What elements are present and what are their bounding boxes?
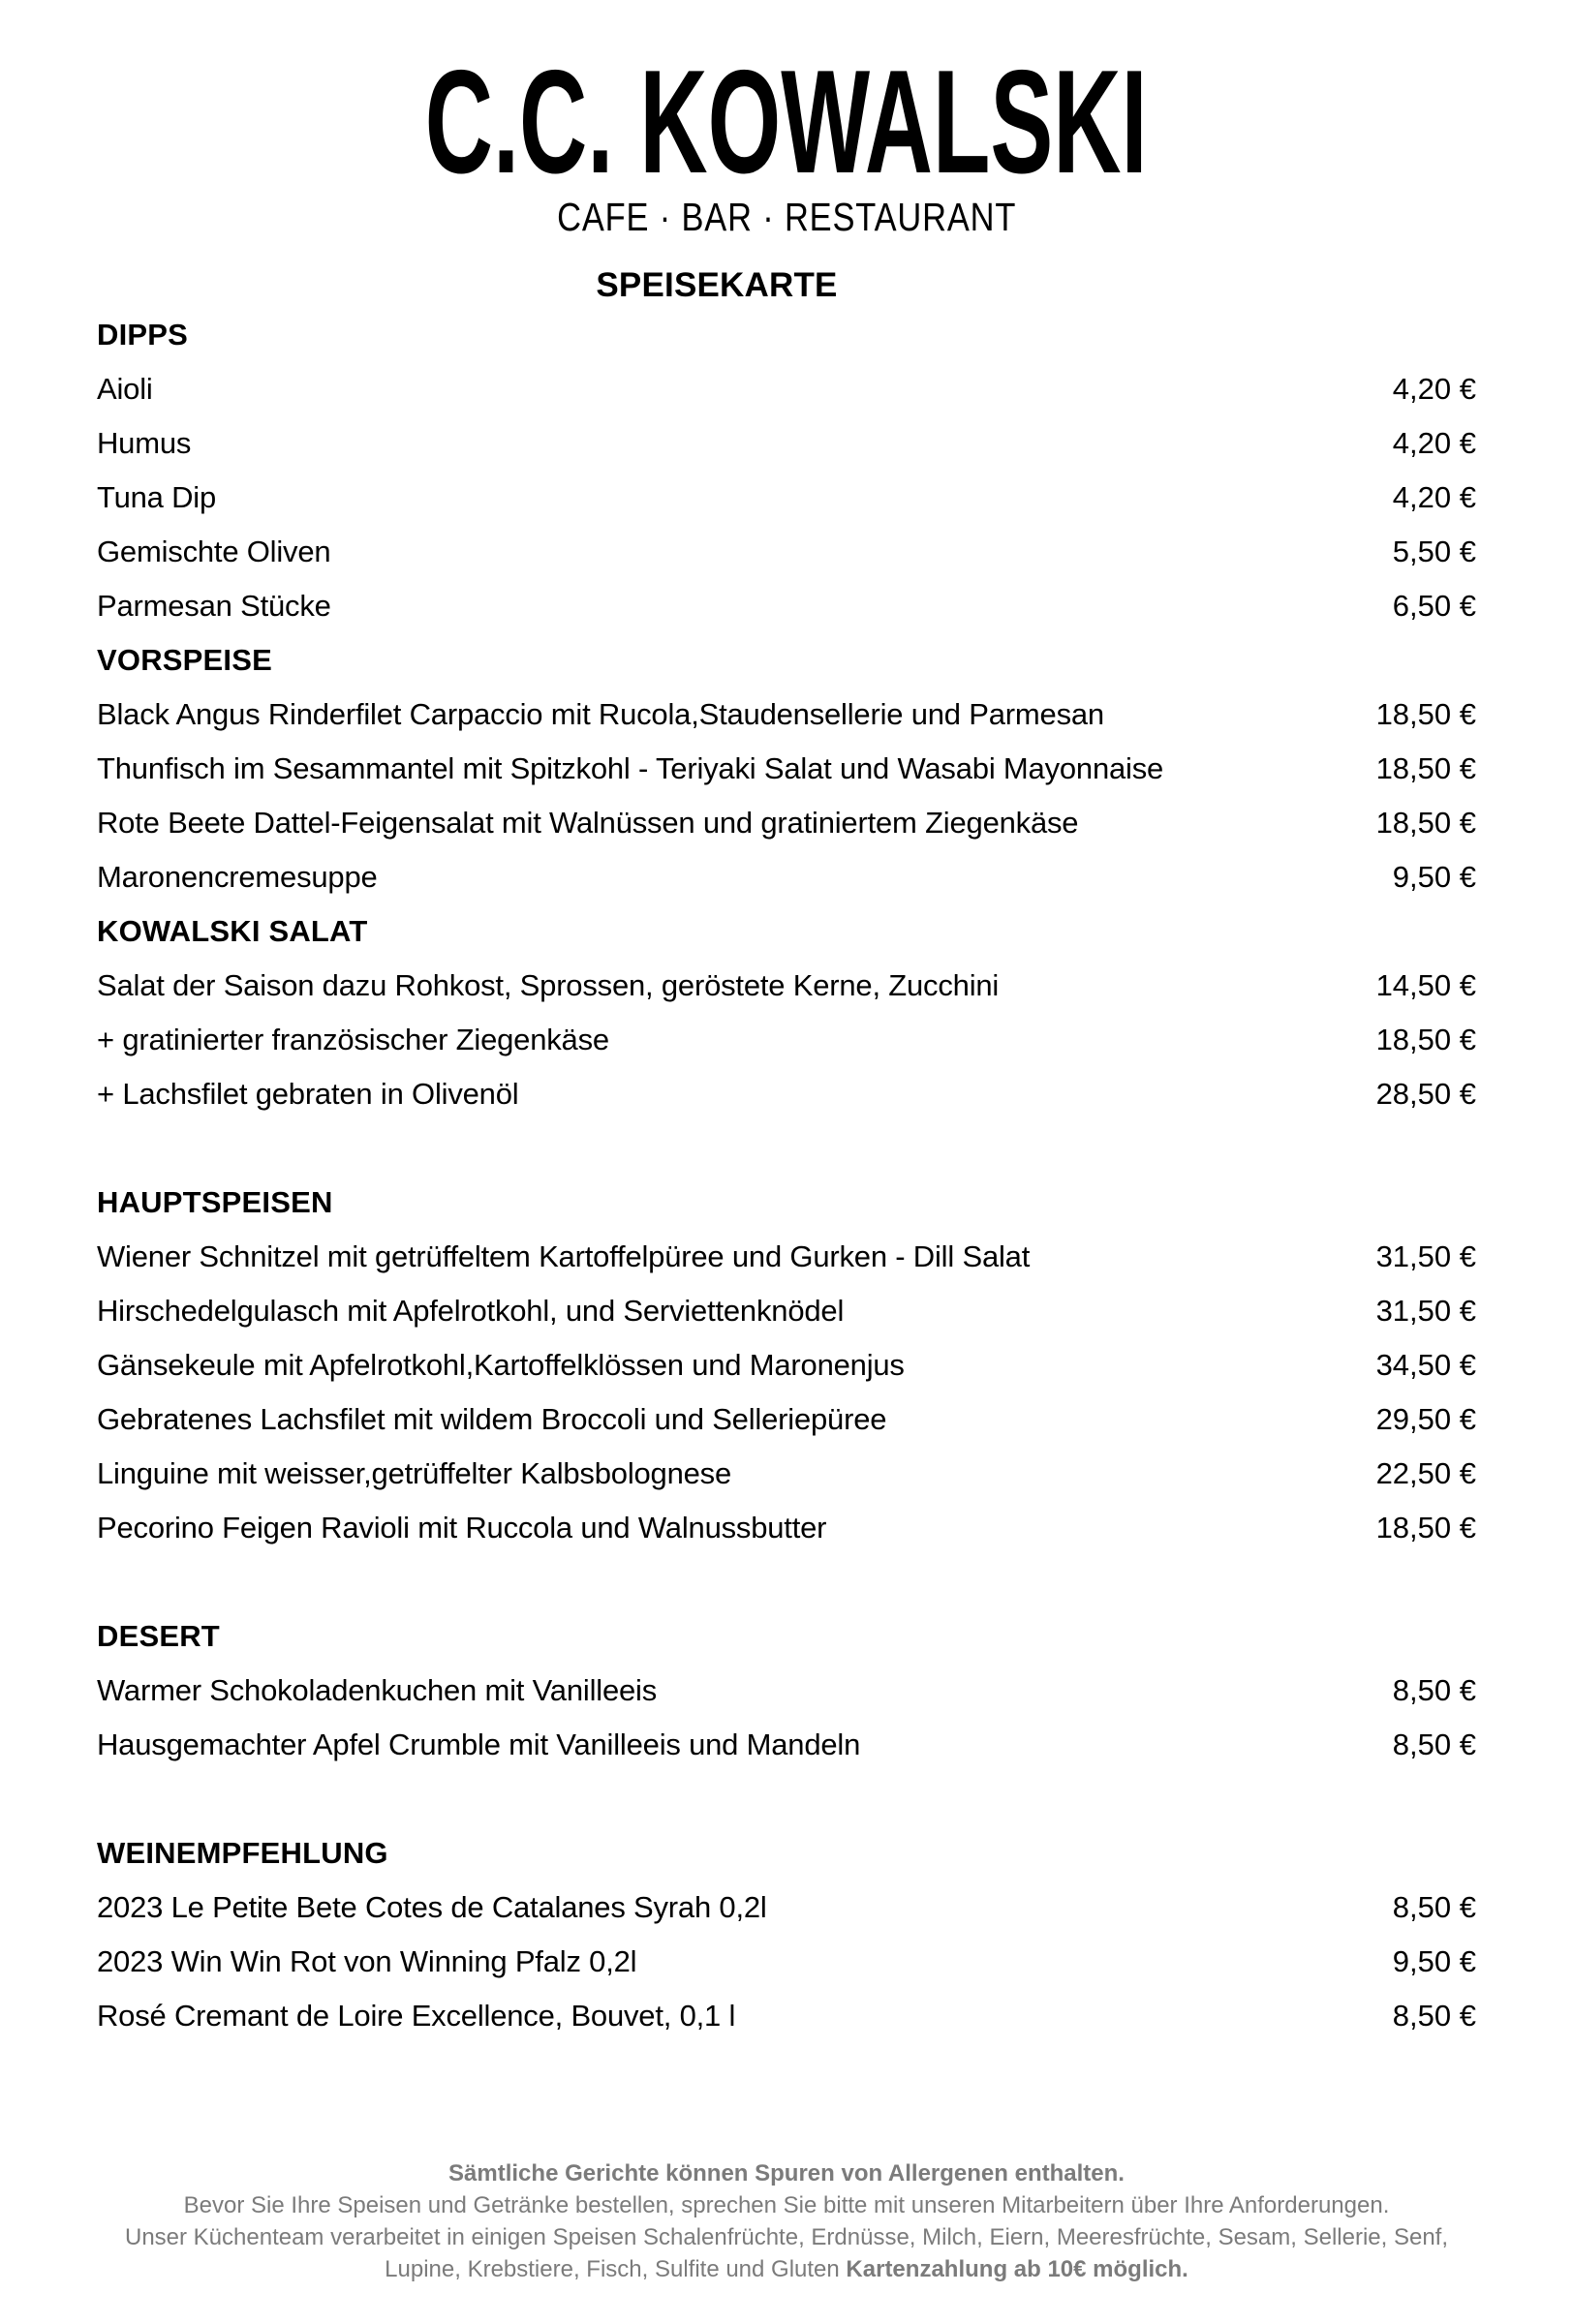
- menu-item-row: [97, 525, 1476, 579]
- menu-item-name: Rosé Cremant de Loire Excellence, Bouvet, 0,1 l: [97, 1999, 736, 2033]
- menu-section: [97, 1176, 1476, 1555]
- menu-item-price: 18,50 €: [1375, 751, 1476, 785]
- allergen-note-line: [0, 2157, 1573, 2189]
- section-title: KOWALSKI SALAT: [97, 914, 368, 948]
- menu-item-name: Gebratenes Lachsfilet mit wildem Broccoli und Selleriepüree: [97, 1402, 887, 1436]
- menu-item-name: Hausgemachter Apfel Crumble mit Vanilleeis und Mandeln: [97, 1728, 861, 1761]
- menu-item-price: 4,20 €: [1392, 426, 1476, 460]
- restaurant-subtitle: CAFE · BAR · RESTAURANT: [556, 195, 1017, 239]
- menu-item-row: [97, 1501, 1476, 1555]
- menu-item-row: [97, 1989, 1476, 2043]
- section-title: HAUPTSPEISEN: [97, 1185, 333, 1219]
- menu-item-name: + gratinierter französischer Ziegenkäse: [97, 1023, 609, 1056]
- menu-item-price: 31,50 €: [1375, 1239, 1476, 1273]
- menu-item-name: Aioli: [97, 372, 153, 406]
- restaurant-subtitle-row: [0, 195, 1573, 239]
- section-title: DESERT: [97, 1619, 220, 1653]
- menu-item-row: [97, 416, 1476, 471]
- restaurant-logo: C.C. KOWALSKI: [425, 40, 1148, 204]
- menu-item-price: 28,50 €: [1375, 1077, 1476, 1111]
- menu-item-row: [97, 1664, 1476, 1718]
- menu-item-price: 8,50 €: [1392, 1673, 1476, 1707]
- menu-item-name: Black Angus Rinderfilet Carpaccio mit Rucola,Staudensellerie und Parmesan: [97, 697, 1104, 731]
- menu-item-name: Linguine mit weisser,getrüffelter Kalbsbolognese: [97, 1456, 732, 1490]
- menu-item-price: 4,20 €: [1392, 480, 1476, 514]
- menu-item-name: Hirschedelgulasch mit Apfelrotkohl, und Serviettenknödel: [97, 1294, 845, 1328]
- menu-item-price: 14,50 €: [1375, 968, 1476, 1002]
- menu-item-row: [97, 1718, 1476, 1772]
- menu-item-price: 18,50 €: [1375, 1511, 1476, 1544]
- menu-header: [0, 0, 1573, 302]
- payment-note-text: Kartenzahlung ab 10€ möglich.: [846, 2256, 1188, 2282]
- menu-sections: [97, 308, 1476, 2043]
- menu-item-row: [97, 959, 1476, 1013]
- payment-note-line: [0, 2253, 1573, 2285]
- menu-item-price: 18,50 €: [1375, 806, 1476, 840]
- menu-item-name: Pecorino Feigen Ravioli mit Ruccola und Walnussbutter: [97, 1511, 827, 1544]
- menu-item-price: 5,50 €: [1392, 535, 1476, 568]
- menu-item-price: 18,50 €: [1375, 1023, 1476, 1056]
- menu-item-name: Wiener Schnitzel mit getrüffeltem Kartoffelpüree und Gurken - Dill Salat: [97, 1239, 1031, 1273]
- section-title: WEINEMPFEHLUNG: [97, 1836, 388, 1870]
- menu-item-price: 22,50 €: [1375, 1456, 1476, 1490]
- allergen-notice-text: Sämtliche Gerichte können Spuren von Allergenen enthalten.: [448, 2160, 1125, 2186]
- menu-item-row: [97, 1935, 1476, 1989]
- menu-item-name: Rote Beete Dattel-Feigensalat mit Walnüssen und gratiniertem Ziegenkäse: [97, 806, 1079, 840]
- menu-item-price: 29,50 €: [1375, 1402, 1476, 1436]
- menu-item-row: [97, 471, 1476, 525]
- menu-item-row: [97, 1447, 1476, 1501]
- menu-item-row: [97, 1067, 1476, 1121]
- ingredients-line2-text: Lupine, Krebstiere, Fisch, Sulfite und Gluten: [385, 2256, 840, 2282]
- menu-section: [97, 308, 1476, 633]
- menu-item-price: 9,50 €: [1392, 1944, 1476, 1978]
- menu-item-name: Parmesan Stücke: [97, 589, 331, 623]
- menu-item-price: 31,50 €: [1375, 1294, 1476, 1328]
- menu-section: [97, 633, 1476, 904]
- menu-item-price: 4,20 €: [1392, 372, 1476, 406]
- section-title: DIPPS: [97, 318, 189, 352]
- menu-title: SPEISEKARTE: [596, 266, 838, 304]
- menu-item-row: [97, 688, 1476, 742]
- menu-item-name: Tuna Dip: [97, 480, 217, 514]
- section-title: VORSPEISE: [97, 643, 272, 677]
- ingredients-line: Unser Küchenteam verarbeitet in einigen Speisen Schalenfrüchte, Erdnüsse, Milch, Eiern, Meeresfrüchte, Sesam, Sellerie, Senf,: [124, 2224, 1449, 2250]
- menu-item-price: 34,50 €: [1375, 1348, 1476, 1382]
- menu-item-row: [97, 1013, 1476, 1067]
- menu-item-price: 8,50 €: [1392, 1728, 1476, 1761]
- menu-item-row: [97, 1392, 1476, 1447]
- menu-item-price: 18,50 €: [1375, 697, 1476, 731]
- menu-item-price: 9,50 €: [1392, 860, 1476, 894]
- menu-item-row: [97, 850, 1476, 904]
- menu-section: [97, 1826, 1476, 2043]
- menu-item-price: 8,50 €: [1392, 1890, 1476, 1924]
- menu-item-price: 6,50 €: [1392, 589, 1476, 623]
- menu-item-name: Salat der Saison dazu Rohkost, Sprossen, geröstete Kerne, Zucchini: [97, 968, 1000, 1002]
- order-advice-line: Bevor Sie Ihre Speisen und Getränke bestellen, sprechen Sie bitte mit unseren Mitarbeitern über Ihre Anforderungen.: [183, 2192, 1390, 2218]
- menu-item-row: [97, 1230, 1476, 1284]
- menu-item-row: [97, 742, 1476, 796]
- menu-item-row: [97, 1284, 1476, 1338]
- menu-item-row: [97, 1338, 1476, 1392]
- menu-item-name: Humus: [97, 426, 192, 460]
- menu-item-name: Thunfisch im Sesammantel mit Spitzkohl - Teriyaki Salat und Wasabi Mayonnaise: [97, 751, 1164, 785]
- menu-item-row: [97, 362, 1476, 416]
- menu-item-name: Maronencremesuppe: [97, 860, 378, 894]
- allergen-footer: [0, 2157, 1573, 2285]
- menu-item-price: 8,50 €: [1392, 1999, 1476, 2033]
- menu-item-name: 2023 Win Win Rot von Winning Pfalz 0,2l: [97, 1944, 637, 1978]
- menu-item-row: [97, 579, 1476, 633]
- menu-section: [97, 904, 1476, 1121]
- menu-item-name: Gänsekeule mit Apfelrotkohl,Kartoffelklössen und Maronenjus: [97, 1348, 905, 1382]
- menu-section: [97, 1609, 1476, 1772]
- menu-item-name: 2023 Le Petite Bete Cotes de Catalanes Syrah 0,2l: [97, 1890, 767, 1924]
- menu-item-name: Gemischte Oliven: [97, 535, 331, 568]
- menu-item-name: + Lachsfilet gebraten in Olivenöl: [97, 1077, 519, 1111]
- menu-item-name: Warmer Schokoladenkuchen mit Vanilleeis: [97, 1673, 658, 1707]
- menu-item-row: [97, 1881, 1476, 1935]
- menu-item-row: [97, 796, 1476, 850]
